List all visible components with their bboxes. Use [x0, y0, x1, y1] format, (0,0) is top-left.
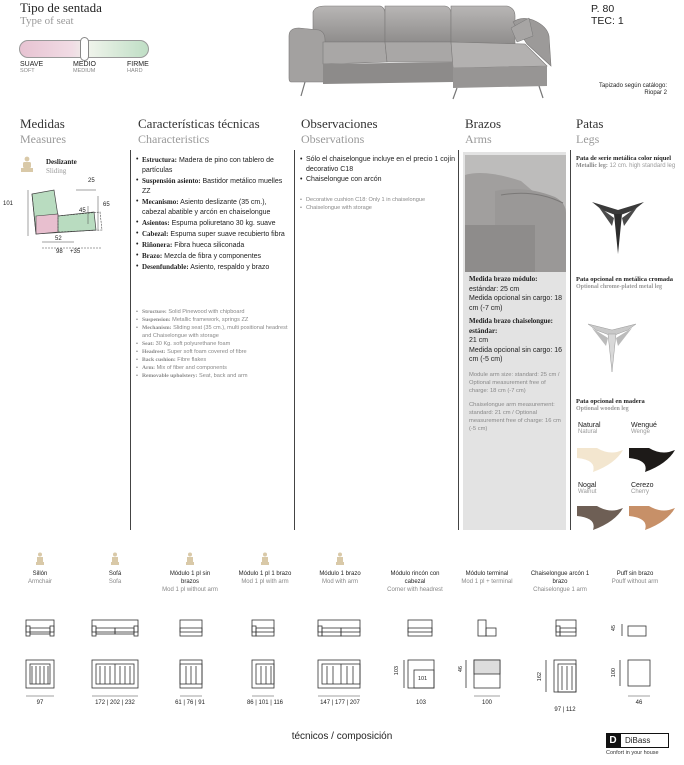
module-label-en: Corner with headrest [387, 587, 443, 593]
upholstery-fabric: Riopar 2 [644, 90, 667, 96]
puff-depth-dim: 100 [611, 668, 617, 678]
observations-heading-en: Observations [301, 132, 365, 146]
scale-soft-label: SUAVE [20, 61, 44, 68]
observations-list-en [300, 196, 456, 212]
tec-code: TEC: 1 [591, 15, 624, 27]
module-label-en: Mod 1 pl with arm [241, 579, 289, 585]
observation-item-en: • Chaiselongue with storage [300, 204, 456, 212]
person-icon [335, 552, 345, 566]
terminal-depth-dim: 46 [458, 666, 464, 673]
person-icon [185, 552, 195, 566]
scale-hard-label: FIRME [127, 61, 149, 68]
column-divider [570, 150, 571, 530]
wood-walnut-en: Walnut [578, 489, 597, 495]
chaise-depth-dim: 162 [537, 672, 543, 682]
chrome-leg-en: Optional chrome-plated metal leg [576, 284, 663, 290]
module-width: 147 | 177 | 207 [320, 700, 360, 706]
footer-title: técnicos / composición [291, 731, 393, 742]
person-icon [260, 552, 270, 566]
dim-extend: 98 [56, 249, 63, 255]
arm-module-standard: estándar: 25 cm [469, 285, 520, 293]
measures-diagram [14, 176, 124, 258]
person-sitting-icon [20, 156, 34, 174]
module-width: 61 | 76 | 91 [175, 700, 205, 706]
module-1pl-1-arm [235, 570, 295, 586]
spec-item: • Estructura: Madera de pino con tablero de partículas [136, 155, 292, 176]
wood-leg-title: Pata opcional en madera [576, 398, 645, 405]
module-label: Módulo 1 pl 1 brazo [238, 571, 292, 577]
legs-heading: Patas [576, 116, 604, 131]
observation-item: • Chaiselongue con arcón [300, 175, 456, 185]
observation-item-en: • Decorative cushion C18: Only 1 in chaiselongue [300, 196, 456, 204]
measures-heading-en: Measures [20, 132, 66, 146]
module-label: Módulo terminal [465, 571, 509, 577]
scale-hard-en: HARD [127, 68, 143, 74]
standard-leg-title: Pata de serie metálica color níquel [576, 155, 672, 162]
dim-top: 25 [88, 178, 95, 184]
dim-mid: 45 [79, 208, 86, 214]
dimension-lines [0, 694, 684, 698]
wood-wenge-swatch [629, 446, 675, 474]
modules-front-views [0, 612, 684, 642]
module-width: 97 | 112 [554, 707, 576, 713]
column-divider [458, 150, 459, 530]
column-divider [130, 150, 131, 530]
module-label-en: Armchair [27, 579, 52, 585]
module-width: 100 [481, 700, 492, 706]
observations-heading: Observaciones [301, 116, 378, 131]
brand-logo [606, 733, 669, 748]
corner-depth-dim: 103 [394, 666, 400, 676]
puff-height-dim: 45 [611, 625, 617, 632]
module-width: 103 [415, 700, 426, 706]
dim-height: 65 [103, 202, 110, 208]
seat-type-title: Tipo de sentada [20, 0, 102, 15]
nickel-leg-image [588, 196, 648, 258]
wood-wenge-en: Wenge [631, 429, 650, 435]
measures-heading: Medidas [20, 116, 65, 131]
module-corner [385, 570, 445, 594]
dim-depth: 101 [3, 201, 14, 207]
module-label: Módulo 1 pl sin brazos [169, 571, 211, 585]
modules-top-views [0, 656, 684, 696]
arm-photo [465, 155, 566, 272]
scale-soft-en: SOFT [20, 68, 35, 74]
wood-cherry-swatch [629, 504, 675, 532]
wood-leg-en: Optional wooden leg [576, 406, 629, 412]
arm-module-en: Module arm size: standard: 25 cm / Optional measurement free of charge: 18 cm (-7 cm) [469, 371, 560, 394]
spec-item-en: • Seat: 30 Kg. soft polyurethane foam [136, 340, 292, 348]
spec-item: • Suspensión asiento: Bastidor metálico muelles ZZ [136, 176, 292, 197]
spec-item-en: • Removable upholstery: Seat, back and arm [136, 372, 292, 380]
brand-logo-mark: D [606, 733, 620, 748]
dim-plus: +35 [70, 249, 81, 255]
arm-chaise-en: Chaiselongue arm measurement: standard: 21 cm / Optional measurement free of charge: 16 cm (-5 cm) [469, 401, 561, 432]
standard-leg-en-key: Metallic leg: [576, 163, 608, 169]
brand-tagline: Confort in your house [606, 750, 659, 756]
module-label-en: Mod 1 pl without arm [162, 587, 218, 593]
module-1-arm [310, 570, 370, 586]
upholstery-note: Tapizado según catálogo: [598, 83, 667, 89]
person-icon [35, 552, 45, 566]
module-label-en: Chaiselongue 1 arm [533, 587, 587, 593]
module-width: 172 | 202 | 232 [95, 700, 135, 706]
characteristics-list [136, 155, 292, 273]
module-width: 86 | 101 | 116 [246, 700, 284, 706]
person-icon [110, 552, 120, 566]
seat-type-subtitle: Type of seat [20, 15, 74, 27]
wood-natural-label: Natural [578, 422, 601, 429]
spec-item: • Riñonera: Fibra hueca siliconada [136, 240, 292, 251]
module-width: 97 [36, 700, 44, 706]
module-label: Módulo 1 brazo [319, 571, 361, 577]
dim-seat: 52 [55, 236, 62, 242]
corner-inner-dim: 101 [418, 676, 428, 682]
spec-item: • Brazo: Mezcla de fibra y componentes [136, 251, 292, 262]
module-label-en: Sofa [108, 579, 122, 585]
column-divider [294, 150, 295, 530]
wood-wenge-label: Wengué [631, 422, 657, 429]
module-label-en: Pouff without arm [611, 579, 659, 585]
wood-cherry-en: Cherry [631, 489, 650, 495]
module-puff [605, 570, 665, 586]
spec-item-en: • Mechanism: Sliding seat (35 cm.), multi positional headrest and Chaiselongue with storage [136, 324, 292, 340]
module-label: Módulo rincón con cabezal [390, 571, 440, 585]
module-label: Sofá [108, 571, 122, 577]
wood-cherry-label: Cerezo [631, 482, 654, 489]
module-label: Puff sin brazo [616, 571, 654, 577]
module-width: 46 [635, 700, 643, 706]
spec-item: • Cabezal: Espuma super suave recubierto fibra [136, 229, 292, 240]
observations-list [300, 155, 456, 185]
arm-module-optional: Medida opcional sin cargo: 18 cm (-7 cm) [469, 295, 563, 312]
module-label: Chaiselongue arcón 1 brazo [530, 571, 590, 585]
arm-chaise-standard: 21 cm [469, 337, 489, 344]
module-label: Sillón [32, 571, 48, 577]
standard-leg-en: 12 cm. high standard leg [607, 163, 676, 169]
characteristics-list-en [136, 308, 292, 380]
wood-walnut-swatch [577, 504, 623, 532]
brand-name: DiBass [620, 733, 669, 748]
sliding-feature-en: Sliding [46, 167, 67, 175]
arm-chaise-optional: Medida opcional sin cargo: 16 cm (-5 cm) [469, 346, 563, 363]
spec-item: • Asientos: Espuma poliuretano 30 kg. suave [136, 218, 292, 229]
module-armchair [10, 570, 70, 586]
spec-item: • Desenfundable: Asiento, respaldo y brazo [136, 262, 292, 273]
module-chaiselongue [530, 570, 590, 594]
product-code: P. 80 [591, 3, 615, 15]
spec-item-en: • Headrest: Super soft foam covered of fibre [136, 348, 292, 356]
spec-item-en: • Suspension: Metallic framework, springs ZZ [136, 316, 292, 324]
spec-item: • Mecanismo: Asiento deslizante (35 cm.), cabezal abatible y arcón en chaiselongue [136, 197, 292, 218]
arms-heading-en: Arms [465, 132, 492, 146]
spec-item-en: • Arm: Mix of fiber and components [136, 364, 292, 372]
module-sofa [85, 570, 145, 586]
module-terminal [457, 570, 517, 586]
wood-natural-en: Natural [578, 429, 598, 435]
sofa-product-photo [285, 2, 555, 100]
spec-item-en: • Structure: Solid Pinewood with chipboard [136, 308, 292, 316]
observation-item: • Sólo el chaiselongue incluye en el precio 1 cojín decorativo C18 [300, 155, 456, 175]
arms-heading: Brazos [465, 116, 502, 131]
chrome-leg-title: Pata opcional en metálica cromada [576, 276, 674, 283]
sliding-feature-label: Deslizante [46, 158, 77, 166]
legs-heading-en: Legs [576, 132, 600, 146]
arm-module-label: Medida brazo módulo: [469, 275, 538, 283]
seat-firmness-marker [80, 37, 89, 61]
scale-medium-en: MEDIUM [73, 68, 96, 74]
characteristics-heading-en: Characteristics [138, 132, 210, 146]
wood-natural-swatch [577, 446, 623, 474]
characteristics-heading: Características técnicas [138, 116, 260, 131]
chrome-leg-image [584, 318, 640, 376]
scale-medium-label: MEDIO [73, 61, 96, 68]
spec-item-en: • Back cushion: Fibre flakes [136, 356, 292, 364]
module-label-en: Mod with arm [321, 579, 358, 585]
module-label-en: Mod 1 pl + terminal [461, 579, 513, 585]
wood-walnut-label: Nogal [578, 482, 597, 489]
module-1pl-no-arm [160, 570, 220, 594]
arm-chaise-label: Medida brazo chaiselongue: estándar: [469, 317, 553, 335]
